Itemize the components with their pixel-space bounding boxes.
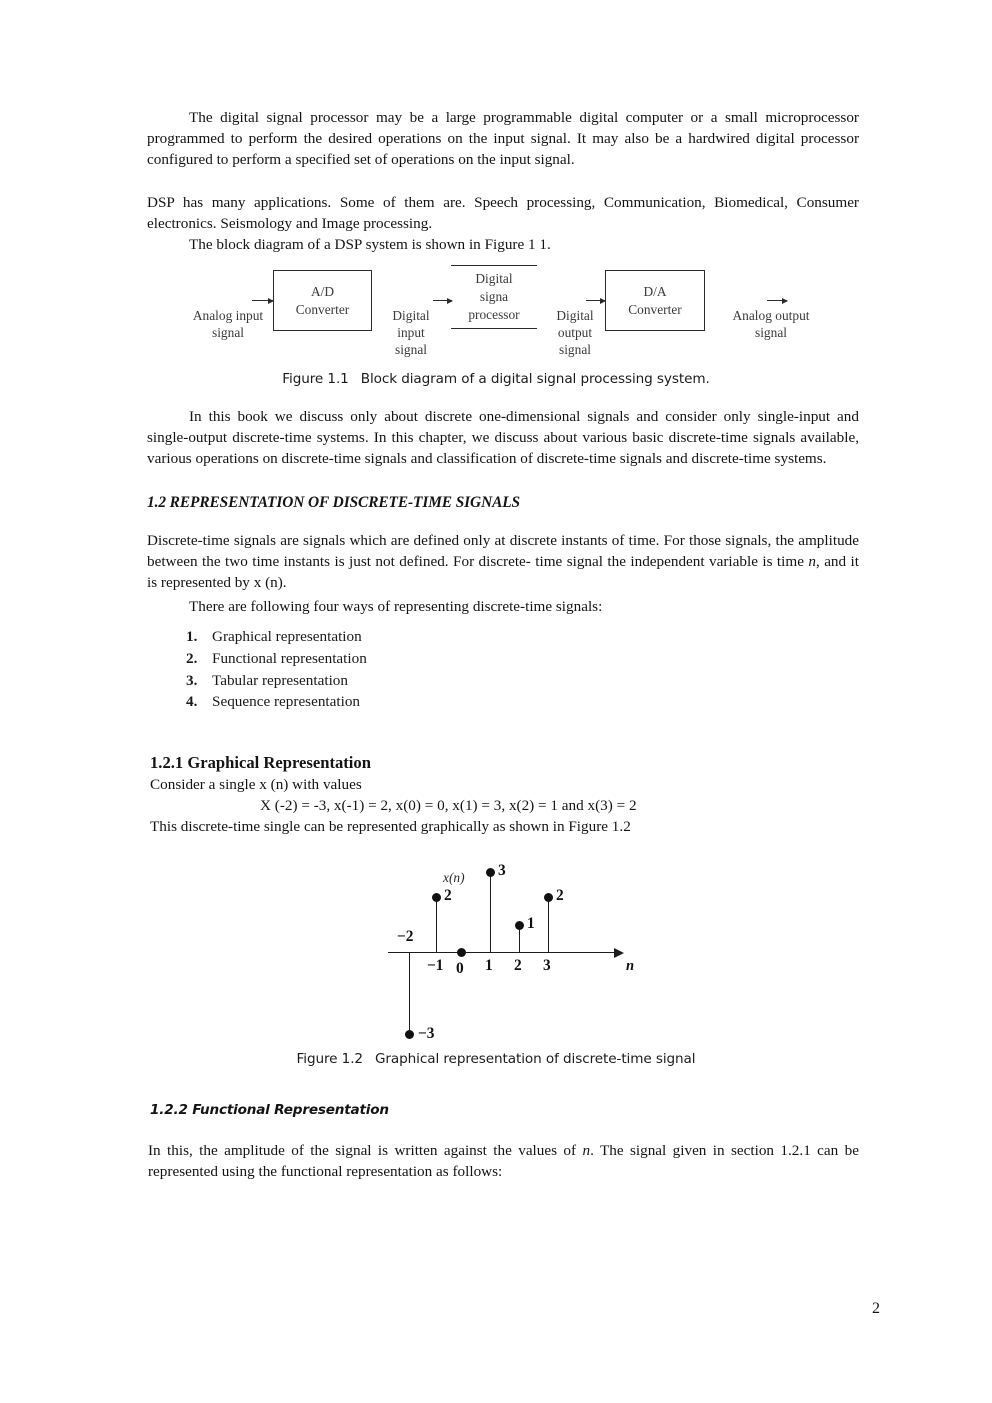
diagram-label-digital-output: Digital output signal — [556, 308, 594, 357]
page-number: 2 — [872, 1300, 880, 1317]
axis-label-xn: x(n) — [443, 870, 465, 885]
x-axis-label: n — [626, 958, 635, 974]
figure-caption-number: Figure 1.2 — [296, 1051, 363, 1067]
list-item-label: Graphical representation — [212, 628, 362, 645]
figure-caption-number: Figure 1.1 — [282, 371, 349, 387]
stem-dot-n-2 — [515, 921, 524, 930]
diagram-arrow-4 — [767, 300, 787, 301]
x-tick-0: 0 — [456, 960, 464, 977]
list-item-label: Tabular representation — [212, 671, 348, 689]
paragraph-applications — [147, 192, 859, 234]
stem-value-n-3: 2 — [556, 887, 564, 904]
x-tick-3: 3 — [543, 957, 551, 974]
stem-n-minus-2 — [409, 952, 410, 1034]
diagram-arrow-3 — [586, 300, 605, 301]
list-item-label: Sequence representation — [212, 693, 361, 711]
x-tick-1: 1 — [485, 957, 493, 974]
list-item — [186, 648, 367, 670]
diagram-label-analog-output: Analog output signal — [732, 308, 810, 340]
stem-dot-n-minus-1 — [432, 893, 441, 902]
paragraph-four-ways — [147, 596, 859, 617]
stem-value-n-minus-1: 2 — [444, 887, 452, 904]
paragraph-functional-representation — [148, 1140, 859, 1182]
graphical-representation-body — [150, 774, 859, 838]
paragraph-block-diagram-ref — [147, 234, 859, 255]
stem-n-1 — [490, 872, 491, 952]
list-item — [186, 691, 367, 713]
figure-1-2-caption — [0, 1051, 992, 1067]
list-item — [186, 626, 367, 648]
figure-1-1-block-diagram — [0, 255, 992, 365]
figure-caption-text: Block diagram of a digital signal processing system. — [360, 371, 710, 387]
variable-n: n — [808, 553, 816, 571]
list-item — [186, 670, 367, 692]
paragraph-scope — [147, 406, 859, 470]
paragraph-text: This discrete-time single can be represented graphically as shown in Figure 1.2 — [150, 818, 631, 836]
diagram-block-da-converter: D/A Converter — [605, 270, 705, 331]
list-item-number: 4. — [186, 693, 198, 711]
paragraph-text: Consider a single x (n) with values — [150, 776, 362, 793]
paragraph-text: Discrete-time signals are signals which are defined only at discrete instants of time. For those signals, the amplitude between the two time instants is just not defined. For discrete- time signal the independent variable is time n, and it is represented by x (n). — [147, 532, 859, 592]
x-tick-minus-1: −1 — [427, 957, 444, 974]
heading-text: 1.2.2 Functional Representation — [150, 1102, 389, 1118]
variable-n: n — [582, 1142, 591, 1159]
x-axis-line — [388, 952, 622, 953]
diagram-label-analog-input: Analog input signal — [192, 308, 264, 340]
diagram-arrow-2 — [433, 300, 452, 301]
paragraph-text: The digital signal processor may be a large programmable digital computer or a small microprocessor programmed to perform the desired operations on the input signal. It may also be a hardwired digital processor configured to perform a specified set of operations on the input signal. — [147, 109, 859, 169]
stem-dot-n-1 — [486, 868, 495, 877]
heading-text: 1.2 REPRESENTATION OF DISCRETE-TIME SIGNALS — [147, 494, 521, 511]
stem-n-minus-1 — [436, 897, 437, 952]
paragraph-text: The block diagram of a DSP system is shown in Figure 1 1. — [189, 236, 551, 253]
diagram-label-digital-input: Digital input signal — [392, 308, 430, 357]
paragraph-text: DSP has many applications. Some of them are. Speech processing, Communication, Biomedical, Consumer electronics. Seismology and Image processing. — [147, 194, 859, 233]
x-tick-2: 2 — [514, 957, 522, 974]
stem-value-n-2: 1 — [527, 915, 535, 932]
diagram-arrow-1 — [252, 300, 273, 301]
stem-value-n-1: 3 — [498, 862, 506, 879]
stem-dot-n-3 — [544, 893, 553, 902]
figure-caption-text: Graphical representation of discrete-time signal — [374, 1051, 696, 1067]
heading-section-1-2 — [147, 492, 859, 513]
x-tick-minus-2: −2 — [397, 928, 414, 945]
diagram-block-ad-converter: A/D Converter — [273, 270, 372, 331]
list-item-number: 2. — [186, 649, 198, 667]
heading-section-1-2-1 — [150, 752, 859, 773]
diagram-block-digital-signal-processor: Digital signa processor — [451, 265, 537, 329]
equation-signal-values: X (-2) = -3, x(-1) = 2, x(0) = 0, x(1) = 3, x(2) = 1 and x(3) = 2 — [260, 797, 637, 815]
heading-section-1-2-2 — [150, 1100, 859, 1121]
representation-list — [186, 626, 367, 713]
figure-1-2-stem-plot — [0, 840, 992, 1050]
heading-text: 1.2.1 Graphical Representation — [150, 753, 371, 772]
stem-value-n-minus-2: −3 — [418, 1025, 435, 1042]
list-item-label: Functional representation — [212, 649, 367, 667]
paragraph-intro — [147, 107, 859, 171]
paragraph-text: In this, the amplitude of the signal is written against the values of n. The signal given in section 1.2.1 can be represented using the functional representation as follows: — [148, 1142, 859, 1181]
stem-dot-n-minus-2 — [405, 1030, 414, 1039]
figure-1-1-caption — [0, 371, 992, 387]
paragraph-discrete-definition — [147, 530, 859, 594]
stem-n-3 — [548, 897, 549, 952]
stem-dot-n-0 — [457, 948, 466, 957]
list-item-number: 3. — [186, 671, 198, 689]
paragraph-text: There are following four ways of representing discrete-time signals: — [189, 598, 603, 615]
list-item-number: 1. — [186, 628, 198, 645]
paragraph-text: In this book we discuss only about discrete one-dimensional signals and consider only single-input and single-output discrete-time systems. In this chapter, we discuss about various basic discrete-time signals available, various operations on discrete-time signals and classification of discrete-time signals and discrete-time systems. — [147, 408, 859, 468]
